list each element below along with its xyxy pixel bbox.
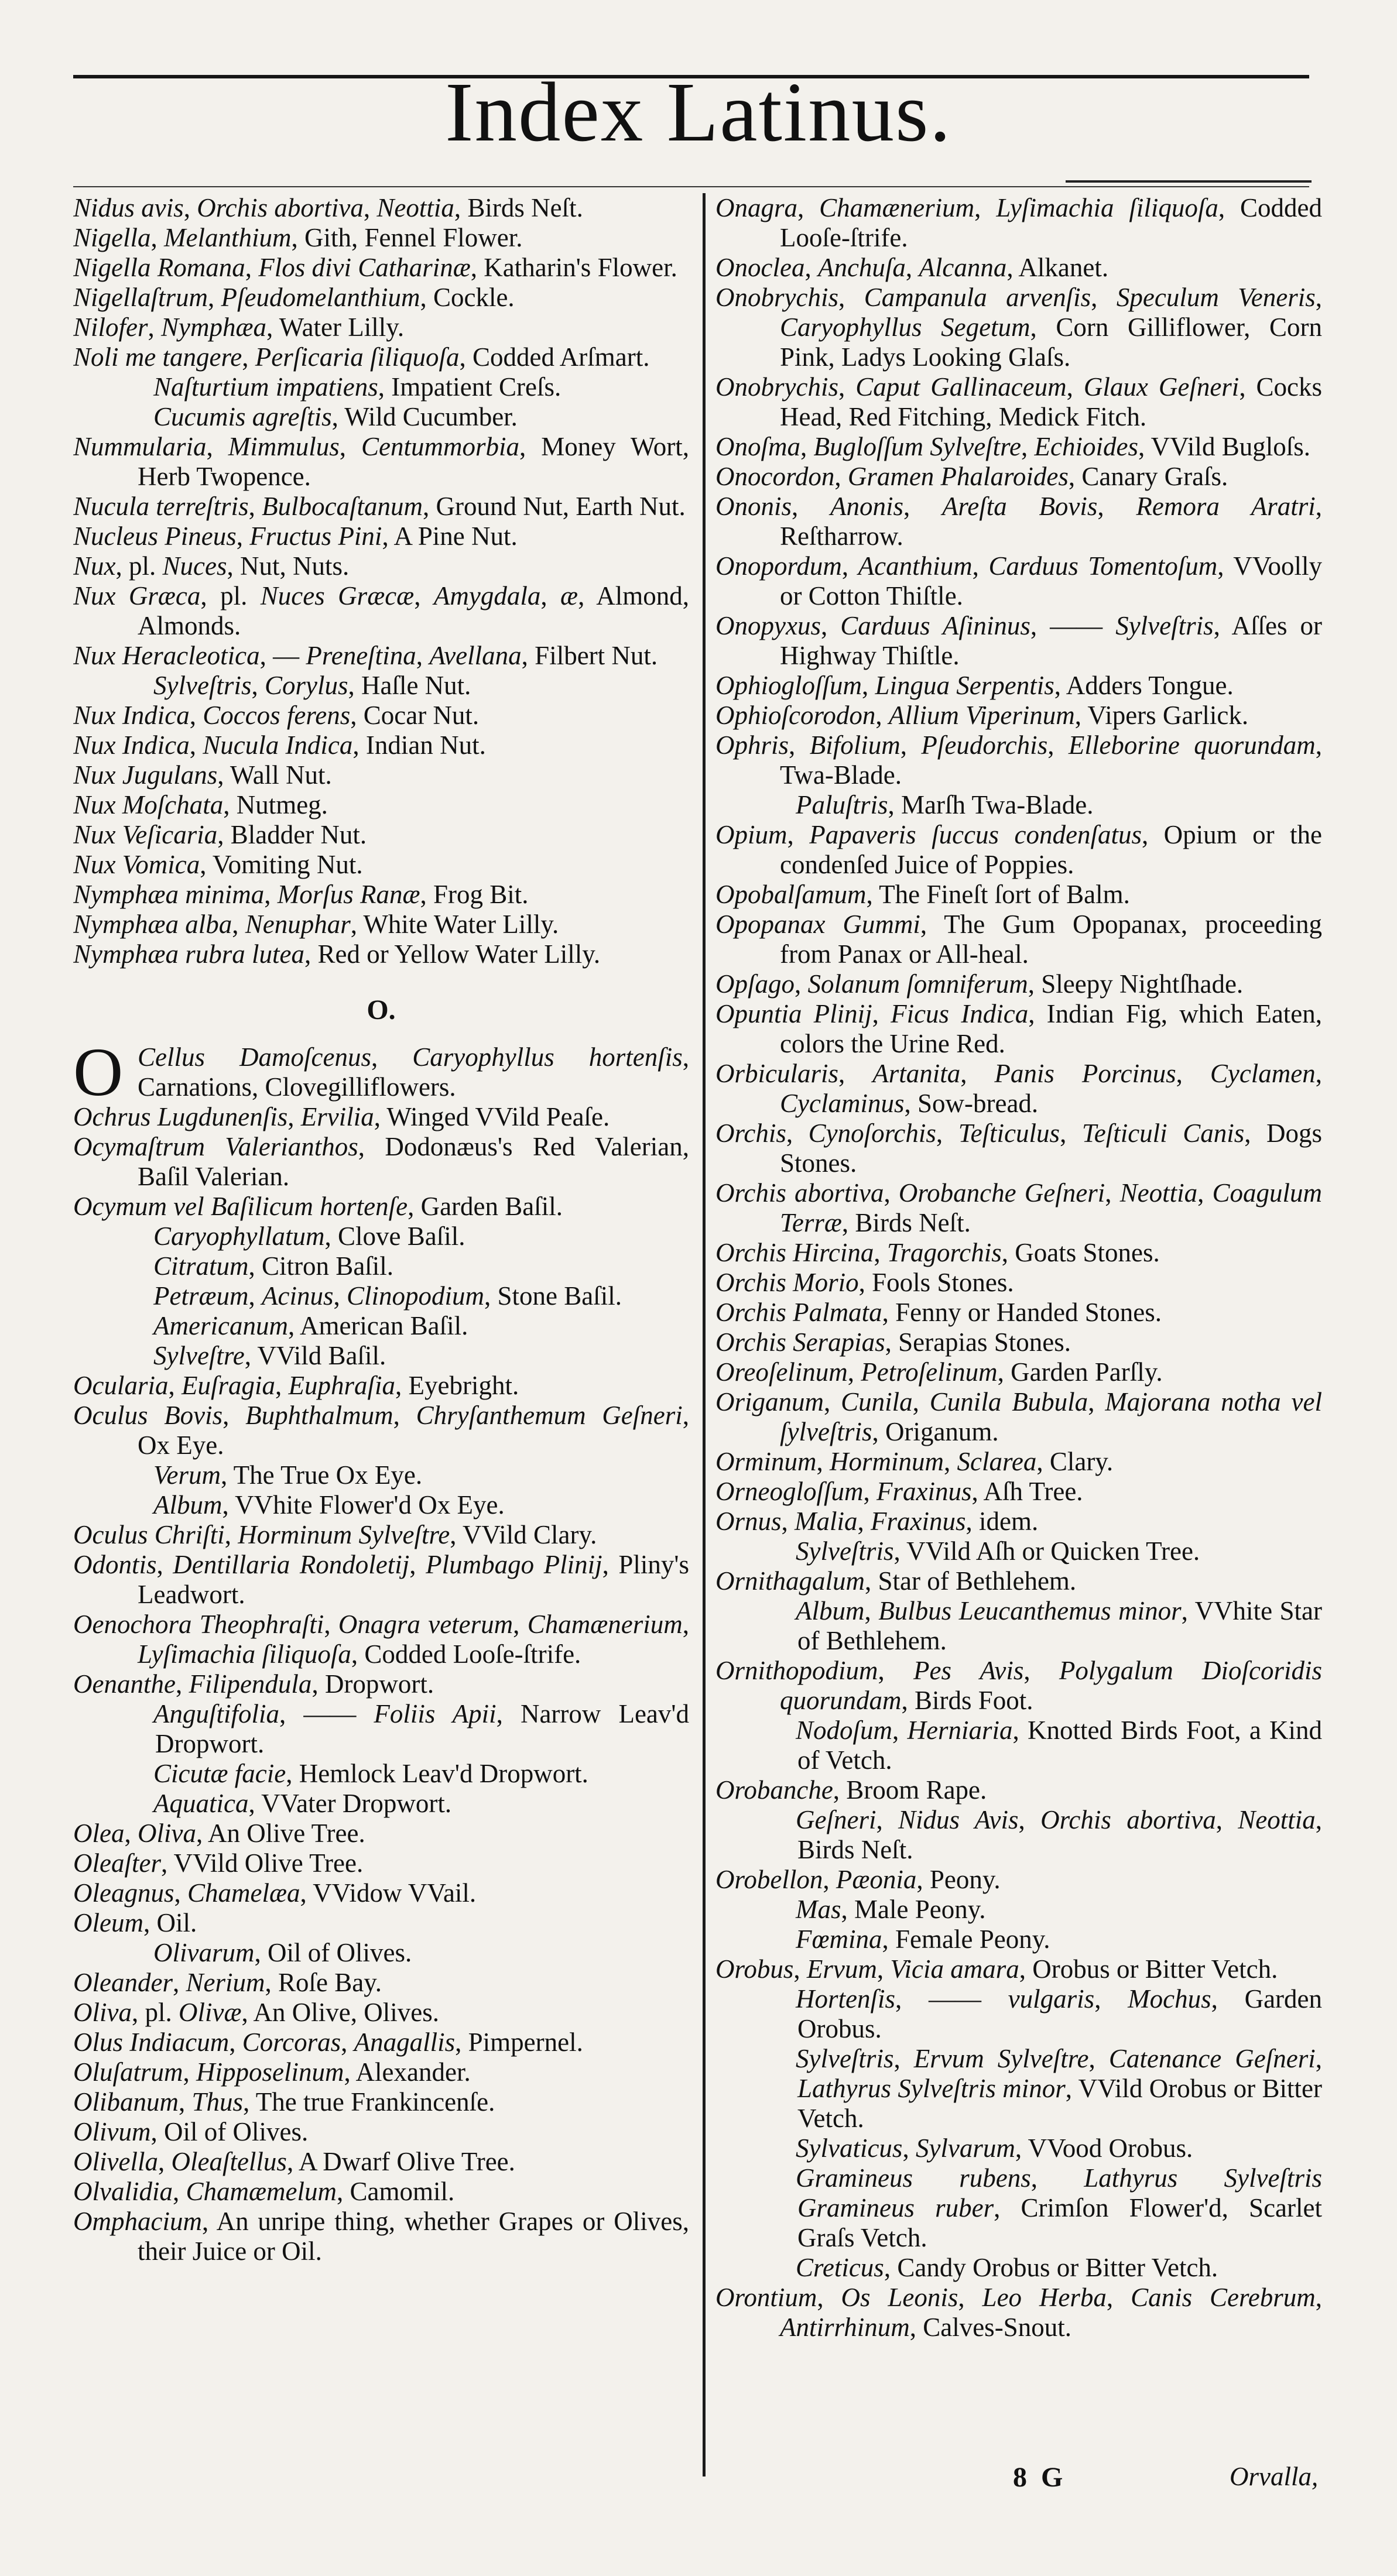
index-entry: Nigellaſtrum, Pſeudomelanthium, Cockle. (73, 283, 515, 312)
index-entry: Odontis, Dentillaria Rondoletij, Plumbago Plinij, Pliny's Leadwort. (73, 1550, 689, 1609)
index-entry: Ocularia, Euſragia, Euphraſia, Eyebright. (73, 1371, 519, 1400)
index-entry: Onoclea, Anchuſa, Alcanna, Alkanet. (715, 253, 1109, 282)
index-entry: Nux Jugulans, Wall Nut. (73, 760, 332, 790)
index-entry: Oliva, pl. Olivæ, An Olive, Olives. (73, 1998, 439, 2027)
index-subentry: Sylvaticus, Sylvarum, VVood Orobus. (796, 2133, 1193, 2163)
index-subentry: Hortenſis, —— vulgaris, Mochus, Garden Orobus. (796, 1984, 1322, 2043)
index-entry: Nux, pl. Nuces, Nut, Nuts. (73, 551, 350, 581)
index-entry: Nigella, Melanthium, Gith, Fennel Flower. (73, 223, 523, 252)
index-subentry: Geſneri, Nidus Avis, Orchis abortiva, Neottia, Birds Neſt. (796, 1805, 1322, 1864)
index-subentry: Aquatica, VVater Dropwort. (153, 1789, 452, 1818)
index-entry: Origanum, Cunila, Cunila Bubula, Majorana notha vel ſylveſtris, Origanum. (715, 1387, 1322, 1446)
index-entry: Ornus, Malia, Fraxinus, idem. (715, 1507, 1039, 1536)
index-entry: Onobrychis, Caput Gallinaceum, Glaux Geſneri, Cocks Head, Red Fitching, Medick Fitch. (715, 372, 1322, 431)
index-entry: Nidus avis, Orchis abortiva, Neottia, Birds Neſt. (73, 193, 583, 222)
section-letter: O. (367, 994, 396, 1025)
index-entry: Oleaſter, VVild Olive Tree. (73, 1848, 364, 1878)
index-entry: Oenanthe, Filipendula, Dropwort. (73, 1669, 434, 1699)
index-entry: Orbicularis, Artanita, Panis Porcinus, Cyclamen, Cyclaminus, Sow-bread. (715, 1059, 1322, 1118)
index-entry: Orchis Palmata, Fenny or Handed Stones. (715, 1298, 1162, 1327)
index-entry: Olibanum, Thus, The true Frankincenſe. (73, 2087, 495, 2117)
index-entry: Olivella, Oleaſtellus, A Dwarf Olive Tree. (73, 2147, 515, 2176)
index-entry: Opium, Papaveris ſuccus condenſatus, Opium or the condenſed Juice of Poppies. (715, 820, 1322, 879)
index-entry: Orchis Serapias, Serapias Stones. (715, 1328, 1071, 1357)
index-entry: Nux Græca, pl. Nuces Græcæ, Amygdala, æ, Almond, Almonds. (73, 581, 689, 640)
index-entry: Onoſma, Bugloſſum Sylveſtre, Echioides, VVild Bugloſs. (715, 432, 1310, 461)
index-entry: Nux Indica, Coccos ferens, Cocar Nut. (73, 701, 480, 730)
left-column (73, 193, 689, 2523)
index-entry: Nux Vomica, Vomiting Nut. (73, 850, 363, 879)
index-entry: Olea, Oliva, An Olive Tree. (73, 1819, 365, 1848)
index-subentry: Naſturtium impatiens, Impatient Creſs. (153, 372, 561, 402)
index-subentry: Mas, Male Peony. (796, 1895, 986, 1924)
index-subentry: Album, VVhite Flower'd Ox Eye. (153, 1490, 505, 1519)
index-entry: Olivum, Oil of Olives. (73, 2117, 309, 2146)
index-entry: Noli me tangere, Perſicaria ſiliquoſa, Codded Arſmart. (73, 342, 650, 372)
index-subentry: Nodoſum, Herniaria, Knotted Birds Foot, a Kind of Vetch. (796, 1716, 1322, 1775)
index-entry: Onocordon, Gramen Phalaroides, Canary Graſs. (715, 462, 1228, 491)
index-subentry: Sylveſtris, Corylus, Haſle Nut. (153, 671, 471, 700)
index-entry: Opobalſamum, The Fineſt ſort of Balm. (715, 880, 1130, 909)
index-entry: Nymphæa minima, Morſus Ranæ, Frog Bit. (73, 880, 529, 909)
index-entry: Omphacium, An unripe thing, whether Grapes or Olives, their Juice or Oil. (73, 2207, 689, 2266)
index-entry: Nilofer, Nymphæa, Water Lilly. (73, 313, 405, 342)
index-subentry: Cucumis agreſtis, Wild Cucumber. (153, 402, 518, 431)
index-entry: Oreoſelinum, Petroſelinum, Garden Parſly. (715, 1357, 1163, 1387)
index-entry: Oleum, Oil. (73, 1908, 197, 1937)
title-underline (1066, 180, 1312, 183)
index-entry: Ornithagalum, Star of Bethlehem. (715, 1566, 1077, 1596)
index-subentry: Cicutæ facie, Hemlock Leav'd Dropwort. (153, 1759, 588, 1788)
index-entry: Nigella Romana, Flos divi Catharinæ, Katharin's Flower. (73, 253, 677, 282)
index-entry: Ophiogloſſum, Lingua Serpentis, Adders Tongue. (715, 671, 1234, 700)
index-subentry: Sylveſtris, VVild Aſh or Quicken Tree. (796, 1536, 1200, 1566)
index-entry: Nucula terreſtris, Bulbocaſtanum, Ground Nut, Earth Nut. (73, 492, 686, 521)
index-entry: Oleagnus, Chamelæa, VVidow VVail. (73, 1878, 477, 1908)
index-entry: Olus Indiacum, Corcoras, Anagallis, Pimpernel. (73, 2028, 583, 2057)
index-entry: Orobus, Ervum, Vicia amara, Orobus or Bitter Vetch. (715, 1954, 1278, 1984)
index-subentry: Americanum, American Baſil. (153, 1311, 468, 1340)
index-entry: Nux Veſicaria, Bladder Nut. (73, 820, 367, 849)
left-entries-n (73, 193, 689, 969)
index-entry: Oculus Chriſti, Horminum Sylveſtre, VVild Clary. (73, 1520, 597, 1549)
index-entry: Ochrus Lugdunenſis, Ervilia, Winged VVild Peaſe. (73, 1102, 610, 1131)
index-subentry: Fœmina, Female Peony. (796, 1925, 1050, 1954)
index-entry: Onopyxus, Carduus Aſininus, —— Sylveſtris, Aſſes or Highway Thiſtle. (715, 611, 1322, 670)
index-entry: Opuntia Plinij, Ficus Indica, Indian Fig, which Eaten, colors the Urine Red. (715, 999, 1322, 1058)
left-entries-o (73, 1102, 689, 2266)
index-entry: Orneogloſſum, Fraxinus, Aſh Tree. (715, 1477, 1083, 1506)
index-entry: Orchis Hircina, Tragorchis, Goats Stones. (715, 1238, 1160, 1267)
index-entry: Onagra, Chamænerium, Lyſimachia ſiliquoſa, Codded Looſe-ſtrife. (715, 193, 1322, 252)
index-subentry: Citratum, Citron Baſil. (153, 1251, 394, 1281)
index-entry: Olvalidia, Chamæmelum, Camomil. (73, 2177, 455, 2206)
page-title: Index Latinus. (445, 66, 952, 159)
signature-mark: 8 G (1013, 2462, 1067, 2493)
index-subentry: Petræum, Acinus, Clinopodium, Stone Baſil. (153, 1281, 622, 1311)
index-entry: Ocymum vel Baſilicum hortenſe, Garden Baſil. (73, 1192, 563, 1221)
index-entry: Orontium, Os Leonis, Leo Herba, Canis Cerebrum, Antirrhinum, Calves-Snout. (715, 2283, 1322, 2342)
index-entry: Nux Indica, Nucula Indica, Indian Nut. (73, 730, 486, 760)
index-subentry: Gramineus rubens, Lathyrus Sylveſtris Gramineus ruber, Crimſon Flower'd, Scarlet Graſs Vetch. (796, 2163, 1322, 2252)
index-subentry: Verum, The True Ox Eye. (153, 1460, 423, 1490)
index-subentry: Album, Bulbus Leucanthemus minor, VVhite Star of Bethlehem. (796, 1596, 1322, 1655)
index-entry: Nymphæa alba, Nenuphar, White Water Lilly. (73, 910, 559, 939)
index-entry: Opopanax Gummi, The Gum Opopanax, proceeding from Panax or All-heal. (715, 910, 1322, 969)
index-entry: Nymphæa rubra lutea, Red or Yellow Water Lilly. (73, 939, 601, 969)
index-entry: Orobanche, Broom Rape. (715, 1775, 987, 1805)
index-entry: Nux Heracleotica, — Preneſtina, Avellana, Filbert Nut. (73, 641, 658, 670)
index-entry: Nummularia, Mimmulus, Centummorbia, Money Wort, Herb Twopence. (73, 432, 689, 491)
right-column (715, 193, 1322, 2523)
index-entry: Orminum, Horminum, Sclarea, Clary. (715, 1447, 1114, 1476)
index-entry: Orchis, Cynoſorchis, Teſticulus, Teſticuli Canis, Dogs Stones. (715, 1119, 1322, 1178)
index-entry: Orchis abortiva, Orobanche Geſneri, Neottia, Coagulum Terræ, Birds Neſt. (715, 1178, 1322, 1237)
index-entry: Opſago, Solanum ſomniferum, Sleepy Nightſhade. (715, 969, 1244, 999)
index-entry: Ophris, Bifolium, Pſeudorchis, Elleborine quorundam, Twa-Blade. (715, 730, 1322, 790)
index-entry: Orobellon, Pæonia, Peony. (715, 1865, 1001, 1894)
column-divider (703, 193, 706, 2476)
catchword: Orvalla, (1230, 2462, 1319, 2491)
index-entry: Nucleus Pineus, Fructus Pini, A Pine Nut. (73, 522, 518, 551)
index-entry: Oluſatrum, Hipposelinum, Alexander. (73, 2057, 471, 2087)
index-entry: Ophioſcorodon, Allium Viperinum, Vipers Garlick. (715, 701, 1249, 730)
index-entry: Orchis Morio, Fools Stones. (715, 1268, 1014, 1297)
index-entry: Oenochora Theophraſti, Onagra veterum, Chamænerium, Lyſimachia ſiliquoſa, Codded Looſe-ſtrife. (73, 1610, 689, 1669)
drop-cap: O (73, 1034, 124, 1110)
right-entries (715, 193, 1322, 2342)
index-subentry: Sylveſtre, VVild Baſil. (153, 1341, 386, 1370)
index-entry: Oleander, Nerium, Roſe Bay. (73, 1968, 382, 1997)
index-entry: Ononis, Anonis, Areſta Bovis, Remora Aratri, Reſtharrow. (715, 492, 1322, 551)
index-entry: Ocymaſtrum Valerianthos, Dodonæus's Red Valerian, Baſil Valerian. (73, 1132, 689, 1191)
index-subentry: Creticus, Candy Orobus or Bitter Vetch. (796, 2253, 1218, 2282)
index-subentry: Paluſtris, Marſh Twa-Blade. (796, 790, 1094, 819)
index-entry: Nux Moſchata, Nutmeg. (73, 790, 328, 819)
index-entry: Onopordum, Acanthium, Carduus Tomentoſum, VVoolly or Cotton Thiſtle. (715, 551, 1322, 610)
index-subentry: Olivarum, Oil of Olives. (153, 1938, 412, 1967)
index-entry: Oculus Bovis, Buphthalmum, Chryſanthemum Geſneri, Ox Eye. (73, 1401, 689, 1460)
drop-cap-entry-text: Cellus Damoſcenus, Caryophyllus hortenſis, Carnations, Clovegilliflowers. (138, 1042, 689, 1102)
index-subentry: Sylveſtris, Ervum Sylveſtre, Catenance Geſneri, Lathyrus Sylveſtris minor, VVild Orobus or Bitter Vetch. (796, 2044, 1322, 2133)
header-rule (73, 186, 1309, 187)
index-subentry: Anguſtifolia, —— Foliis Apii, Narrow Leav'd Dropwort. (153, 1699, 689, 1758)
drop-cap-entry (73, 1034, 689, 1110)
index-entry: Ornithopodium, Pes Avis, Polygalum Dioſcoridis quorundam, Birds Foot. (715, 1656, 1322, 1715)
index-subentry: Caryophyllatum, Clove Baſil. (153, 1222, 465, 1251)
index-entry: Onobrychis, Campanula arvenſis, Speculum Veneris, Caryophyllus Segetum, Corn Gilliflower, Corn Pink, Ladys Looking Glaſs. (715, 283, 1322, 372)
